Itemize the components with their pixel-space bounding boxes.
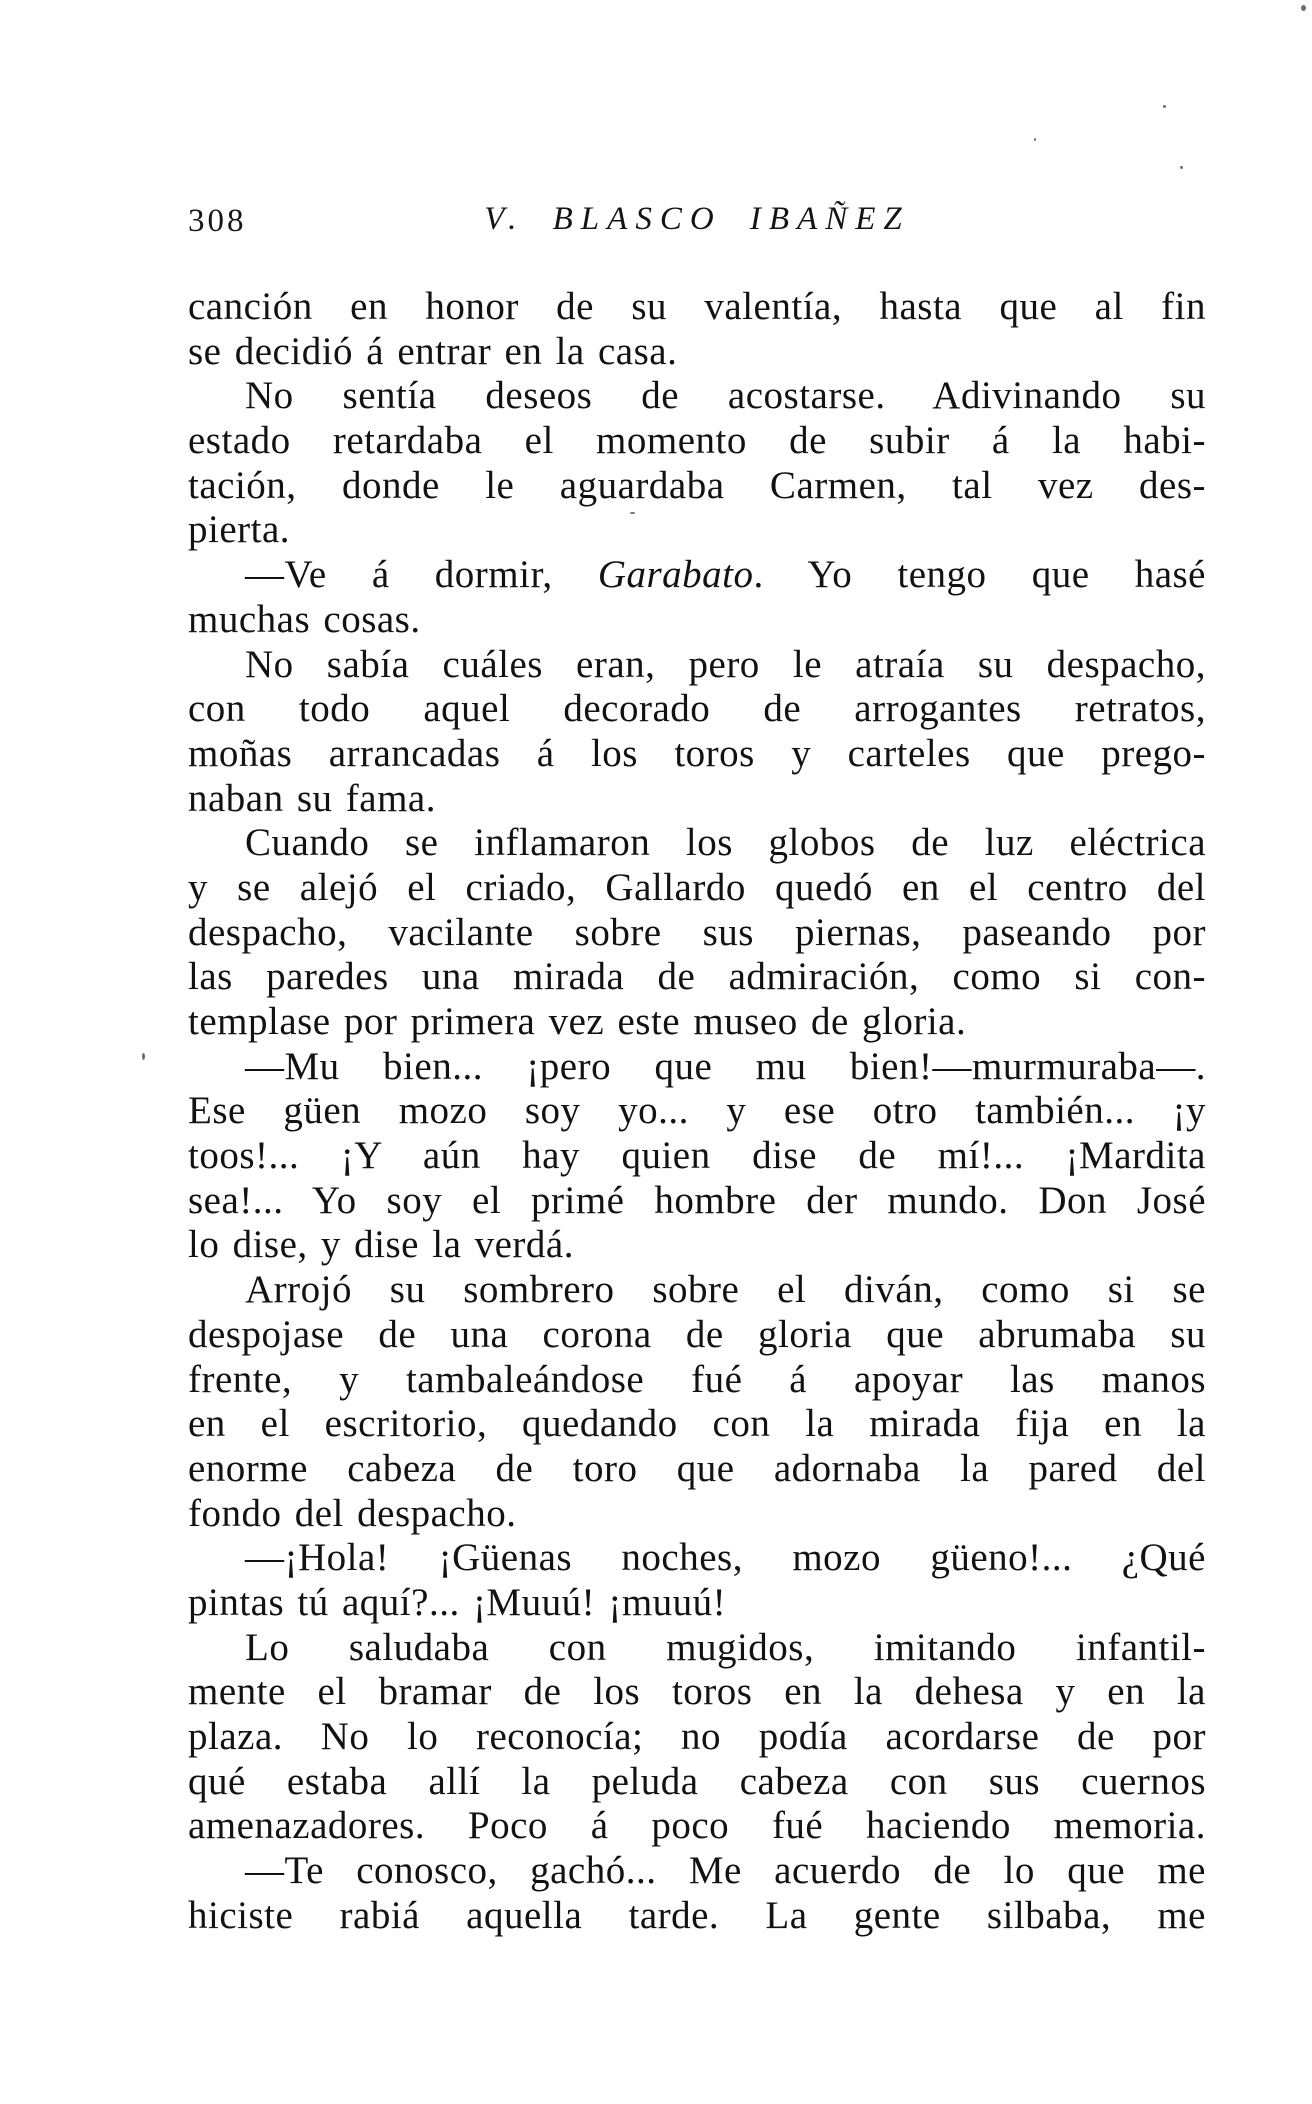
text-line: amenazadores. Poco á poco fué haciendo memoria. (188, 1804, 1206, 1848)
paragraph (188, 285, 1206, 374)
text-line: pierta. (188, 508, 291, 552)
page-header (188, 201, 1206, 247)
scan-speck (142, 1053, 145, 1060)
paragraph (188, 1626, 1206, 1849)
text-line: hiciste rabiá aquella tarde. La gente silbaba, me (188, 1893, 1206, 1937)
text-line: pintas tú aquí?... ¡Muuú! ¡muuú! (188, 1580, 727, 1624)
text-line: se decidió á entrar en la casa. (188, 329, 678, 373)
text-line: enorme cabeza de toro que adornaba la pared del (188, 1446, 1206, 1490)
text-line: toos!... ¡Y aún hay quien dise de mí!... ¡Mardita (188, 1134, 1206, 1178)
text-line: muchas cosas. (188, 597, 421, 641)
text-line: moñas arrancadas á los toros y carteles que prego- (188, 731, 1206, 775)
text-line: plaza. No lo reconocía; no podía acordarse de por (188, 1715, 1206, 1758)
text-line: Lo saludaba con mugidos, imitando infantil- (245, 1625, 1206, 1669)
text-line: y se alejó el criado, Gallardo quedó en el centro del (188, 865, 1206, 909)
text-line: frente, y tambaleándose fué á apoyar las manos (188, 1357, 1206, 1401)
text-block (188, 285, 1206, 1938)
text-line: Cuando se inflamaron los globos de luz eléctrica (245, 821, 1206, 865)
text-line: despacho, vacilante sobre sus piernas, paseando por (188, 910, 1206, 954)
page-number: 308 (188, 203, 247, 239)
text-line: Ese güen mozo soy yo... y ese otro también... ¡y (188, 1089, 1206, 1133)
paragraph (188, 1536, 1206, 1625)
text-line: Arrojó su sombrero sobre el diván, como si se (245, 1268, 1206, 1312)
text-line: despojase de una corona de gloria que abrumaba su (188, 1312, 1206, 1356)
paragraph (188, 1045, 1206, 1268)
text-line: templase por primera vez este museo de gloria. (188, 1000, 967, 1043)
paragraph (188, 643, 1206, 822)
text-line: tación, donde le aguardaba Carmen, tal vez des- (188, 463, 1206, 507)
running-title: V. BLASCO IBAÑEZ (484, 201, 910, 237)
text-line: mente el bramar de los toros en la dehesa y en la (188, 1670, 1206, 1714)
text-line: lo dise, y dise la verdá. (188, 1223, 574, 1267)
scan-speck (1163, 105, 1166, 108)
paragraph (188, 1268, 1206, 1536)
text-line: naban su fama. (188, 776, 436, 820)
text-line: con todo aquel decorado de arrogantes retratos, (188, 687, 1206, 731)
scan-speck (1301, 5, 1306, 11)
paragraph (188, 1849, 1206, 1938)
text-line: —Mu bien... ¡pero que mu bien!—murmuraba—. (245, 1044, 1206, 1088)
scan-speck (630, 512, 635, 514)
text-line: —Ve á dormir, Garabato. Yo tengo que hasé (245, 553, 1206, 597)
paragraph (188, 553, 1206, 642)
text-line: canción en honor de su valentía, hasta que al fin (188, 285, 1206, 328)
text-line: No sabía cuáles eran, pero le atraía su despacho, (245, 642, 1206, 686)
scan-speck (1180, 166, 1183, 169)
text-line: estado retardaba el momento de subir á la habi- (188, 419, 1206, 463)
text-line: las paredes una mirada de admiración, como si con- (188, 955, 1206, 999)
text-line: No sentía deseos de acostarse. Adivinando su (245, 374, 1206, 418)
text-line: en el escritorio, quedando con la mirada fija en la (188, 1402, 1206, 1446)
text-line: —¡Hola! ¡Güenas noches, mozo güeno!... ¿Qué (245, 1536, 1206, 1580)
text-line: qué estaba allí la peluda cabeza con sus cuernos (188, 1759, 1206, 1803)
paragraph (188, 374, 1206, 553)
scan-speck (1034, 138, 1036, 141)
paragraph (188, 821, 1206, 1044)
text-line: sea!... Yo soy el primé hombre der mundo. Don José (188, 1178, 1206, 1222)
text-line: fondo del despacho. (188, 1491, 517, 1535)
text-line: —Te conosco, gachó... Me acuerdo de lo que me (245, 1849, 1206, 1893)
